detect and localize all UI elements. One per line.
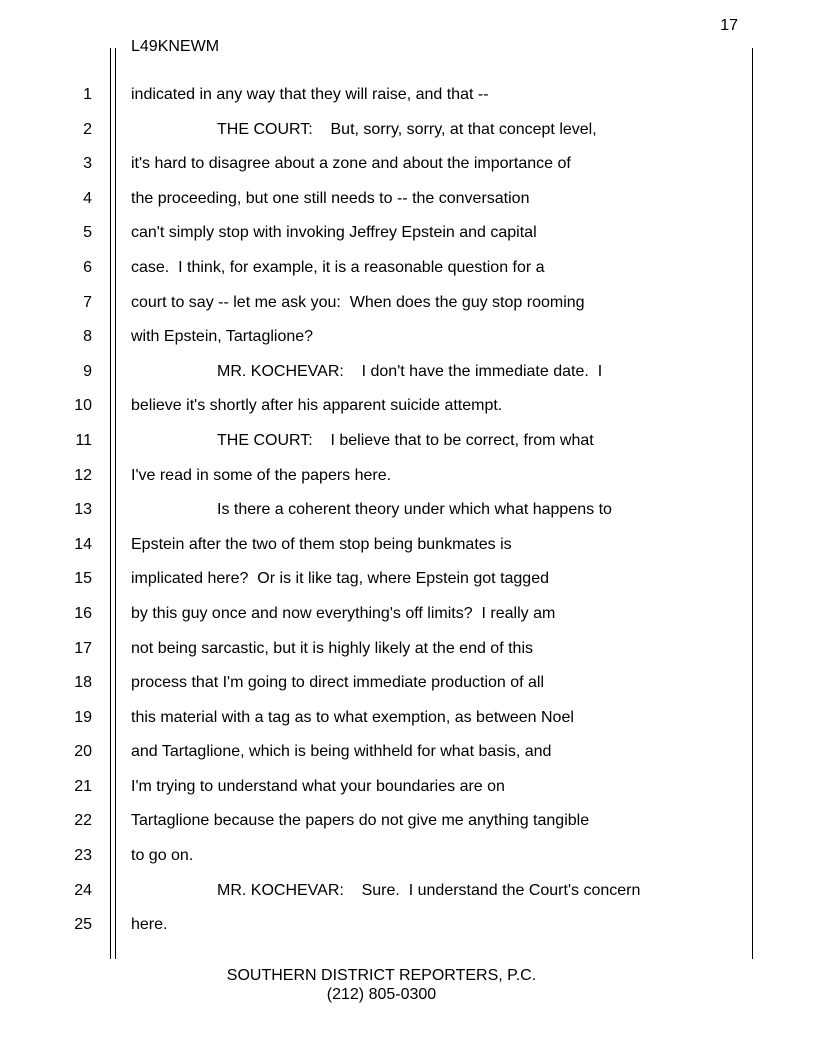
line-number: 15 xyxy=(74,570,92,588)
transcript-line xyxy=(0,147,816,182)
footer-phone: (212) 805-0300 xyxy=(326,986,437,1003)
line-text: process that I'm going to direct immediate production of all xyxy=(131,674,545,692)
line-text: I've read in some of the papers here. xyxy=(131,466,392,484)
line-number: 12 xyxy=(74,466,92,484)
line-number: 2 xyxy=(83,120,92,138)
transcript-lines xyxy=(0,78,816,943)
line-number: 6 xyxy=(83,258,92,276)
transcript-line xyxy=(0,839,816,874)
transcript-line xyxy=(0,389,816,424)
transcript-line xyxy=(0,597,816,632)
transcript-line xyxy=(0,632,816,667)
line-text: THE COURT: I believe that to be correct, from what xyxy=(217,431,594,449)
line-number: 22 xyxy=(74,812,92,830)
transcript-line xyxy=(0,908,816,943)
line-text: and Tartaglione, which is being withheld for what basis, and xyxy=(131,743,552,761)
line-number: 3 xyxy=(83,155,92,173)
transcript-line xyxy=(0,182,816,217)
line-text: it's hard to disagree about a zone and about the importance of xyxy=(131,155,571,173)
line-number: 24 xyxy=(74,881,92,899)
line-text: the proceeding, but one still needs to -- the conversation xyxy=(131,189,530,207)
transcript-line xyxy=(0,424,816,459)
line-number: 7 xyxy=(83,293,92,311)
line-text: not being sarcastic, but it is highly likely at the end of this xyxy=(131,639,533,657)
line-number: 20 xyxy=(74,743,92,761)
line-text: to go on. xyxy=(131,847,194,865)
line-text: with Epstein, Tartaglione? xyxy=(131,328,314,346)
transcript-line xyxy=(0,528,816,563)
line-text: Tartaglione because the papers do not give me anything tangible xyxy=(131,812,590,830)
line-text: believe it's shortly after his apparent suicide attempt. xyxy=(131,397,503,415)
line-number: 10 xyxy=(74,397,92,415)
line-text: this material with a tag as to what exemption, as between Noel xyxy=(131,708,574,726)
line-text: indicated in any way that they will raise, and that -- xyxy=(131,86,489,103)
line-text: can't simply stop with invoking Jeffrey Epstein and capital xyxy=(131,224,537,242)
line-text: MR. KOCHEVAR: Sure. I understand the Court's concern xyxy=(217,881,641,899)
line-number: 9 xyxy=(83,362,92,380)
transcript-line xyxy=(0,251,816,286)
footer-reporter: SOUTHERN DISTRICT REPORTERS, P.C. xyxy=(226,967,537,984)
document-code: L49KNEWM xyxy=(131,38,220,55)
line-number: 4 xyxy=(83,189,92,207)
line-text: MR. KOCHEVAR: I don't have the immediate date. I xyxy=(217,362,603,380)
line-text: here. xyxy=(131,916,168,934)
line-number: 5 xyxy=(83,224,92,242)
line-text: court to say -- let me ask you: When does the guy stop rooming xyxy=(131,293,585,311)
transcript-line xyxy=(0,459,816,494)
transcript-line xyxy=(0,666,816,701)
line-number: 1 xyxy=(83,86,92,103)
line-number: 16 xyxy=(74,604,92,622)
line-number: 21 xyxy=(74,777,92,795)
transcript-line xyxy=(0,320,816,355)
transcript-line xyxy=(0,113,816,148)
line-text: by this guy once and now everything's off limits? I really am xyxy=(131,604,556,622)
line-text: THE COURT: But, sorry, sorry, at that concept level, xyxy=(217,120,597,138)
transcript-line xyxy=(0,770,816,805)
line-text: I'm trying to understand what your boundaries are on xyxy=(131,777,505,795)
line-number: 8 xyxy=(83,328,92,346)
page-number: 17 xyxy=(720,17,738,34)
transcript-line xyxy=(0,874,816,909)
transcript-line xyxy=(0,216,816,251)
transcript-line xyxy=(0,493,816,528)
transcript-line xyxy=(0,701,816,736)
transcript-line xyxy=(0,286,816,321)
line-number: 11 xyxy=(75,431,92,449)
line-text: implicated here? Or is it like tag, where Epstein got tagged xyxy=(131,570,549,588)
line-text: Is there a coherent theory under which what happens to xyxy=(217,501,612,519)
line-number: 13 xyxy=(74,501,92,519)
line-text: Epstein after the two of them stop being bunkmates is xyxy=(131,535,512,553)
line-text: case. I think, for example, it is a reasonable question for a xyxy=(131,258,545,276)
transcript-line xyxy=(0,735,816,770)
line-number: 25 xyxy=(74,916,92,934)
line-number: 19 xyxy=(74,708,92,726)
transcript-line xyxy=(0,355,816,390)
line-number: 23 xyxy=(74,847,92,865)
transcript-line xyxy=(0,804,816,839)
line-number: 14 xyxy=(74,535,92,553)
line-number: 17 xyxy=(74,639,92,657)
transcript-line xyxy=(0,78,816,113)
line-number: 18 xyxy=(74,674,92,692)
transcript-line xyxy=(0,562,816,597)
